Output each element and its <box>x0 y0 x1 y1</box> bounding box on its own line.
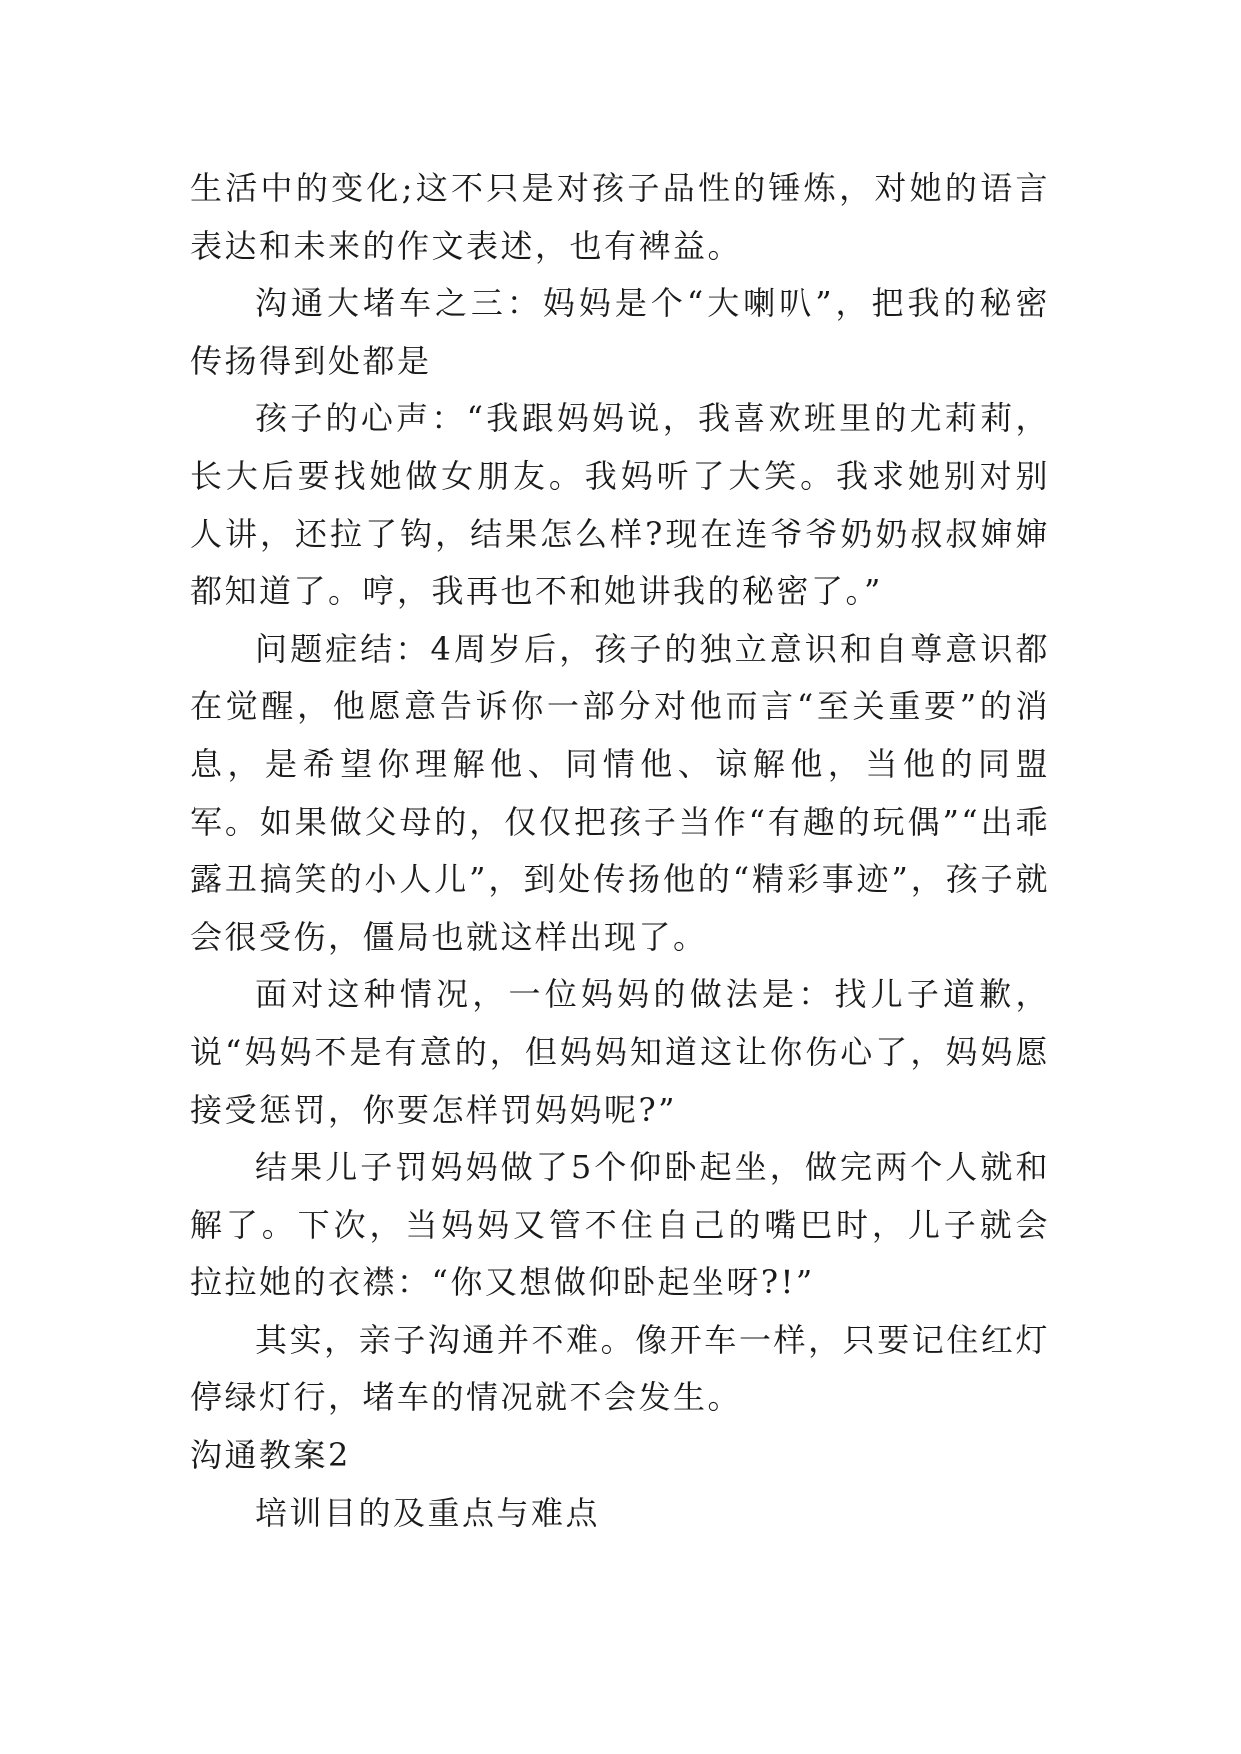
paragraph-result: 结果儿子罚妈妈做了5个仰卧起坐，做完两个人就和解了。下次，当妈妈又管不住自己的嘴巴时，儿子就会拉拉她的衣襟：“你又想做仰卧起坐呀?!” <box>190 1148 1050 1302</box>
paragraph-problem-crux: 问题症结：4周岁后，孩子的独立意识和自尊意识都在觉醒，他愿意告诉你一部分对他而言“至关重要”的消息，是希望你理解他、同情他、谅解他，当他的同盟军。如果做父母的，仅仅把孩子当作“有趣的玩偶”“出乖露丑搞笑的小人儿”，到处传扬他的“精彩事迹”，孩子就会很受伤，僵局也就这样出现了。 <box>190 629 1050 956</box>
section-title: 沟通教案2 <box>190 1436 351 1475</box>
paragraph-mother-response: 面对这种情况，一位妈妈的做法是：找儿子道歉，说“妈妈不是有意的，但妈妈知道这让你伤心了，妈妈愿接受惩罚，你要怎样罚妈妈呢?” <box>190 975 1050 1129</box>
paragraph-conclusion: 其实，亲子沟通并不难。像开车一样，只要记住红灯停绿灯行，堵车的情况就不会发生。 <box>190 1320 1050 1417</box>
paragraph-child-voice: 孩子的心声：“我跟妈妈说，我喜欢班里的尤莉莉，长大后要找她做女朋友。我妈听了大笑。我求她别对别人讲，还拉了钩，结果怎么样?现在连爷爷奶奶叔叔婶婶都知道了。哼，我再也不和她讲我的秘密了。” <box>190 399 1050 611</box>
document-page <box>190 160 1050 1542</box>
paragraph-training-goals: 培训目的及重点与难点 <box>255 1493 601 1532</box>
paragraph-continuation: 生活中的变化;这不只是对孩子品性的锤炼，对她的语言表达和未来的作文表述，也有裨益。 <box>190 169 1050 265</box>
paragraph-subheading-3: 沟通大堵车之三：妈妈是个“大喇叭”，把我的秘密传扬得到处都是 <box>190 284 1050 380</box>
